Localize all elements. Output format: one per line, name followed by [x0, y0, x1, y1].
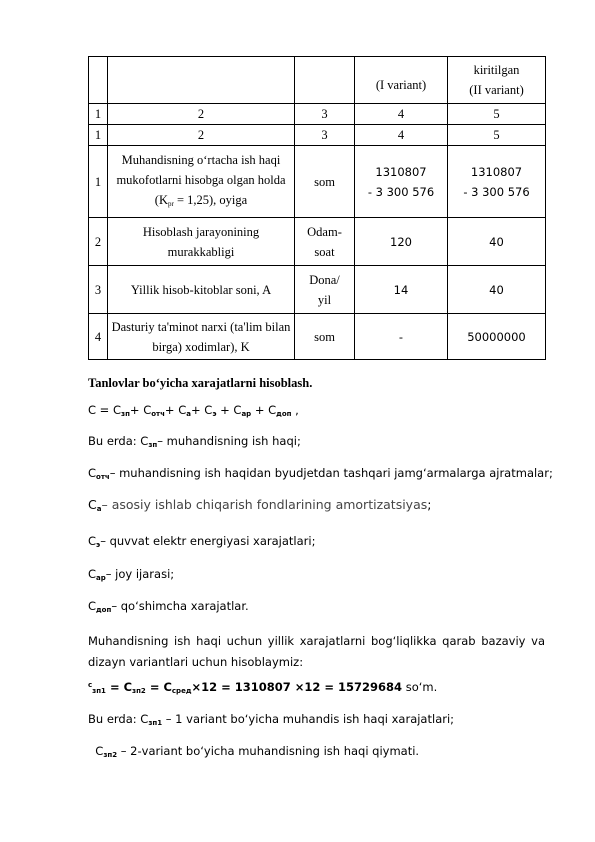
data-table [88, 56, 546, 360]
text-run: C [88, 466, 97, 480]
text-run: + C [251, 403, 277, 417]
table-cell: (I variant) [355, 57, 448, 104]
table-cell: 4 [355, 104, 448, 125]
text-run: – quvvat elektr energiyasi xarajatlari; [100, 534, 316, 548]
salary-calculation [88, 677, 437, 699]
text-run: C [88, 599, 97, 613]
text-run: – 1 variant bo‘yicha muhandis ish haqi xarajatlari; [162, 712, 455, 726]
text-run: – qo‘shimcha xarajatlar. [111, 599, 249, 613]
section-heading: Tanlovlar bo‘yicha xarajatlarni hisoblash. [88, 376, 313, 390]
table-cell: 40 [448, 266, 546, 314]
text-run: ар [96, 574, 106, 582]
text-run: э [96, 541, 101, 549]
note-line [88, 743, 419, 763]
table-cell: Dona/ yil [295, 266, 355, 314]
text-run: C [88, 497, 97, 512]
text-run: отч [151, 410, 165, 418]
text-run: ; [427, 497, 432, 512]
table-row [89, 104, 546, 125]
table-cell: 3 [89, 266, 108, 314]
table-cell: 14 [355, 266, 448, 314]
table-cell: Dasturiy ta'minot narxi (ta'lim bilan birga) xodimlar), K [108, 314, 295, 360]
definition-line [88, 533, 315, 553]
text-run: + C [129, 403, 152, 417]
text-run: сред [171, 687, 192, 695]
note-line [88, 711, 454, 731]
text-run: э [212, 410, 217, 418]
text-run: = C [145, 680, 172, 694]
table-cell: 4 [355, 125, 448, 146]
table-cell: 2 [108, 104, 295, 125]
text-run: зп1 [148, 719, 163, 727]
body-paragraph: Muhandisning ish haqi uchun yillik xarajatlarni bog‘liqlikka qarab bazaviy va dizayn variantlari uchun hisoblaymiz: [88, 634, 545, 669]
table-cell [89, 57, 108, 104]
text-run: а [96, 505, 102, 513]
text-run: c [88, 681, 93, 689]
text-run: C [88, 567, 97, 581]
table-cell [108, 57, 295, 104]
table-cell: 50000000 [448, 314, 546, 360]
text-run: C [88, 534, 97, 548]
text-run: доп [96, 606, 112, 614]
table-cell: 1 [89, 146, 108, 218]
definition-line [88, 433, 301, 453]
table-cell: 2 [89, 218, 108, 266]
text-run: зп1 [92, 687, 106, 695]
table-cell: 1310807 - 3 300 576 [448, 146, 546, 218]
text-run: ×12 = 1310807 ×12 = 15729684 [191, 680, 403, 694]
table-cell: 120 [355, 218, 448, 266]
table-cell: Yillik hisob-kitoblar soni, A [108, 266, 295, 314]
text-run: C = C [88, 403, 122, 417]
table-row [89, 314, 546, 360]
table-cell: 5 [448, 125, 546, 146]
table-row [89, 125, 546, 146]
cell-text: Muhandisning o‘rtacha ish haqi mukofotlarni hisobga olgan holda (K [116, 152, 286, 207]
text-run: – asosiy ishlab chiqarish fondlarining amortizatsiyas [101, 497, 428, 512]
table-cell: 1 [89, 125, 108, 146]
text-run: – 2-variant bo‘yicha muhandisning ish haqi qiymati. [117, 744, 420, 758]
table-cell [108, 146, 295, 218]
table-cell: kiritilgan (II variant) [448, 57, 546, 104]
text-run: зп [148, 441, 158, 449]
text-run: C [88, 744, 104, 758]
table-row [89, 218, 546, 266]
text-run: – muhandisning ish haqi; [157, 434, 301, 448]
text-run: зп2 [103, 751, 118, 759]
subscript: pr [168, 199, 174, 208]
table-cell: - [355, 314, 448, 360]
text-run: + C [216, 403, 242, 417]
table-cell: 3 [295, 125, 355, 146]
text-run: Bu erda: C [88, 712, 149, 726]
table-cell: 1310807 - 3 300 576 [355, 146, 448, 218]
text-run: – muhandisning ish haqidan byudjetdan tashqari jamg‘armalarga ajratmalar; [109, 466, 553, 480]
table-row [89, 146, 546, 218]
definition-line [88, 598, 249, 618]
table-cell: 3 [295, 104, 355, 125]
definition-line [88, 566, 174, 586]
text-run: + C [190, 403, 213, 417]
table-header-row [89, 57, 546, 104]
cell-text-tail: = 1,25), oyiga [173, 192, 248, 207]
table-cell: Hisoblash jarayonining murakkabligi [108, 218, 295, 266]
text-run: – joy ijarasi; [105, 567, 175, 581]
table-cell: Odam- soat [295, 218, 355, 266]
table-cell [295, 57, 355, 104]
table-cell: 40 [448, 218, 546, 266]
text-run: = C [105, 680, 133, 694]
text-run: Bu erda: C [88, 434, 149, 448]
table-cell: 5 [448, 104, 546, 125]
text-run: , [291, 403, 299, 417]
cost-formula [88, 402, 299, 422]
table-cell: 1 [89, 104, 108, 125]
text-run: а [186, 410, 191, 418]
definition-line [88, 497, 431, 517]
table-cell: som [295, 314, 355, 360]
definition-line [88, 465, 553, 485]
text-run: доп [276, 410, 292, 418]
text-run: зп [121, 410, 130, 418]
text-run: + C [164, 403, 187, 417]
text-run: отч [96, 473, 110, 481]
table-row [89, 266, 546, 314]
text-run: ар [241, 410, 252, 418]
table-cell: 2 [108, 125, 295, 146]
text-run: зп2 [132, 687, 146, 695]
table-cell: som [295, 146, 355, 218]
text-run: so‘m. [402, 680, 438, 694]
table-cell: 4 [89, 314, 108, 360]
